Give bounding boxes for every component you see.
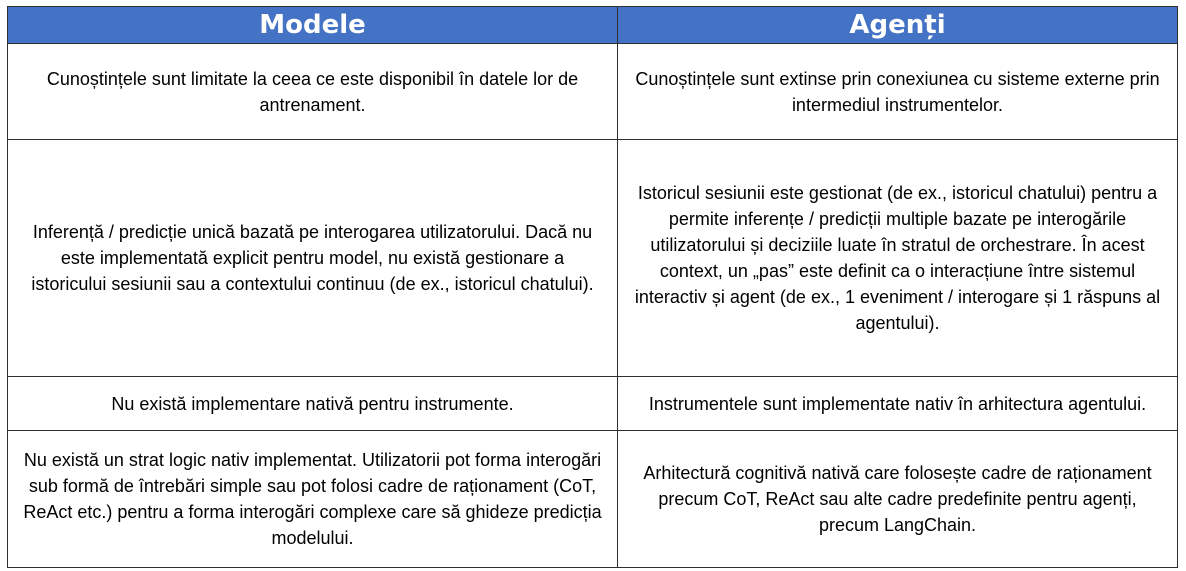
cell-models-knowledge: Cunoștințele sunt limitate la ceea ce este disponibil în datele lor de antrenament. [8,44,618,140]
table-row [8,44,1178,140]
table-row [8,140,1178,377]
cell-models-session: Inferență / predicție unică bazată pe interogarea utilizatorului. Dacă nu este implementată explicit pentru model, nu există gestionare a istoricului sesiunii sau a contextului continuu (de ex., istoricul chatului). [8,140,618,377]
table-row [8,377,1178,431]
cell-agents-reasoning: Arhitectură cognitivă nativă care folosește cadre de raționament precum CoT, ReAct sau alte cadre predefinite pentru agenți, precum LangChain. [618,431,1178,568]
cell-agents-knowledge: Cunoștințele sunt extinse prin conexiunea cu sisteme externe prin intermediul instrumentelor. [618,44,1178,140]
cell-agents-session: Istoricul sesiunii este gestionat (de ex., istoricul chatului) pentru a permite inferențe / predicții multiple bazate pe interogările utilizatorului și deciziile luate în stratul de orchestrare. În acest context, un „pas” este definit ca o interacțiune între sistemul interactiv și agent (de ex., 1 eveniment / interogare și 1 răspuns al agentului). [618,140,1178,377]
table-row [8,431,1178,568]
header-agents: Agenți [618,7,1178,44]
cell-models-reasoning: Nu există un strat logic nativ implementat. Utilizatorii pot forma interogări sub formă de întrebări simple sau pot folosi cadre de raționament (CoT, ReAct etc.) pentru a forma interogări complexe care să ghideze predicția modelului. [8,431,618,568]
header-models: Modele [8,7,618,44]
header-row [8,7,1178,44]
comparison-table-container [7,6,1177,568]
cell-models-tools: Nu există implementare nativă pentru instrumente. [8,377,618,431]
comparison-table [7,6,1178,568]
cell-agents-tools: Instrumentele sunt implementate nativ în arhitectura agentului. [618,377,1178,431]
